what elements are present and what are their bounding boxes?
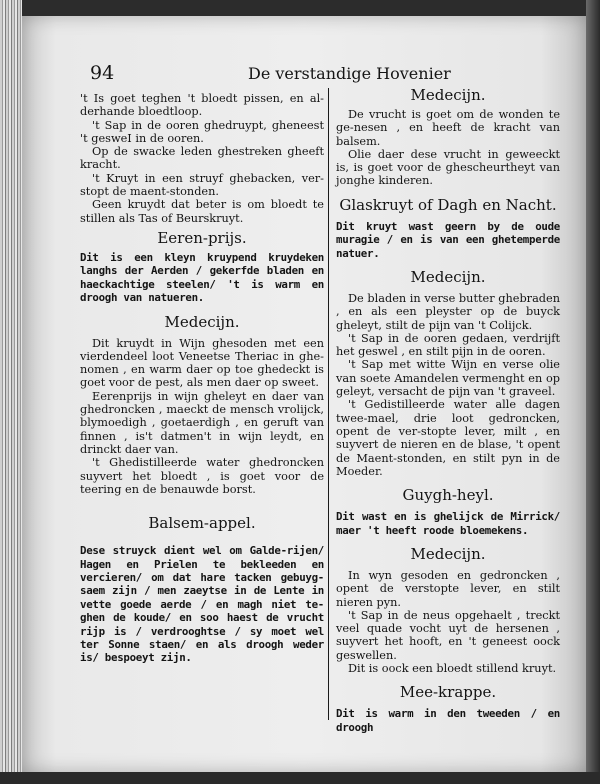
running-title: De verstandige Hovenier [248,64,451,83]
column-divider [328,88,329,720]
paragraph: Dit is oock een bloedt stillend kruyt. [348,662,557,676]
page-number: 94 [90,62,115,84]
blackletter-description: Dese struyck dient wel om Galde-rijen/ Hagen en Prielen te bekleeden en vercieren/ om dat hare tacken gebuyg-saem zijn / men zaeytse in de Lente in vette goede aerde / en magh niet te-ghen de koude/ en soo haest de vrucht rijp is / verdrooghtse / sy moet wel ter Sonne staen/ en als droogh weder is/ bespoeyt zijn. [80,544,324,665]
paragraph: Olie daer dese vrucht in geweeckt is, is goet voor de ghescheurtheyt van jonghe kinderen. [336,147,560,188]
paragraph: De bladen in verse butter ghebraden , en als een pleyster op de buyck gheleyt, stilt de pijn van 't Colijck. [336,292,560,332]
book-page-edges [0,0,22,784]
left-column [80,92,324,665]
book-right-edge [586,0,600,784]
paragraph: Dit kruydt in Wijn ghesoden met een vierdendeel loot Veneetse Theriac in ghe-nomen , en warm daer op toe ghedeckt is goet voor de pest, als men daer op sweet. [80,336,324,390]
paragraph: 't Sap in de ooren ghedruypt, gheneest 't gesweI in de ooren. [80,118,324,145]
paragraph: 't Sap in de ooren gedaen, verdrijft het geswel , en stilt pijn in de ooren. [336,331,560,359]
section-heading: Medecijn. [410,86,486,104]
blackletter-description: Dit is een kleyn kruypend kruydeken langhs der Aerden / gekerfde bladen en haeckachtige steelen/ 't is warm en droogh van natueren. [80,250,324,305]
section-heading: Medecijn. [410,544,486,563]
paragraph: 't Is goet teghen 't bloedt pissen, en al-derhande bloedtloop. [80,92,324,119]
blackletter-description: Dit wast en is ghelijck de Mirrick/ maer 't heeft roode bloemekens. [336,510,560,537]
section-heading: Glaskruyt of Dagh en Nacht. [339,195,557,214]
paragraph: Op de swacke leden ghestreken gheeft kracht. [80,145,324,172]
section-heading: Eeren-prijs. [157,228,247,247]
paragraph: 't Gedistilleerde water alle dagen twee-mael, drie loot gedroncken, opent de ver-stopte lever, milt , en suyvert de nieren en de blase, 't opent de Maent-stonden, en stilt pyn in de Moeder. [336,398,560,478]
paragraph: De vrucht is goet om de wonden te ge-nesen , en heeft de kracht van balsem. [336,108,560,148]
section-heading: Balsem-appel. [148,514,256,533]
section-heading: Mee-krappe. [399,683,497,702]
paragraph: 't Kruyt in een struyf ghebacken, ver-stopt de maent-stonden. [80,171,324,199]
paragraph: Eerenprijs in wijn gheleyt en daer van ghedroncken , maeckt de mensch vrolijck, blymoedigh , goetaerdigh , en geruft van finnen , is't datmen't in wijn leydt, en drinckt daer van. [80,389,324,456]
blackletter-description: Dit is warm in den tweeden / en droogh [336,707,560,734]
paragraph: 't Ghedistilleerde water ghedroncken suyvert het bloedt , is goet voor de teering en de benauwde borst. [80,456,324,496]
paragraph: Geen kruydt dat beter is om bloedt te stillen als Tas of Beurskruyt. [80,198,324,225]
paragraph: 't Sap met witte Wijn en verse olie van soete Amandelen vermenght en op geleyt, versacht de pijn van 't graveel. [336,358,560,399]
paragraph: 't Sap in de neus opgehaelt , treckt veel quade vocht uyt de hersenen , suyvert het hooft, en 't geneest oock geswellen. [336,608,560,662]
section-heading: Medecijn. [410,268,486,286]
section-heading: Guygh-heyl. [402,486,494,505]
paragraph: In wyn gesoden en gedroncken , opent de verstopte lever, en stilt nieren pyn. [336,568,560,609]
page-header [70,62,540,86]
blackletter-description: Dit kruyt wast geern by de oude muragie / en is van een ghetemperde natuer. [336,219,560,260]
book-bottom-edge [0,772,600,784]
section-heading: Medecijn. [164,312,240,331]
right-column [336,86,560,734]
